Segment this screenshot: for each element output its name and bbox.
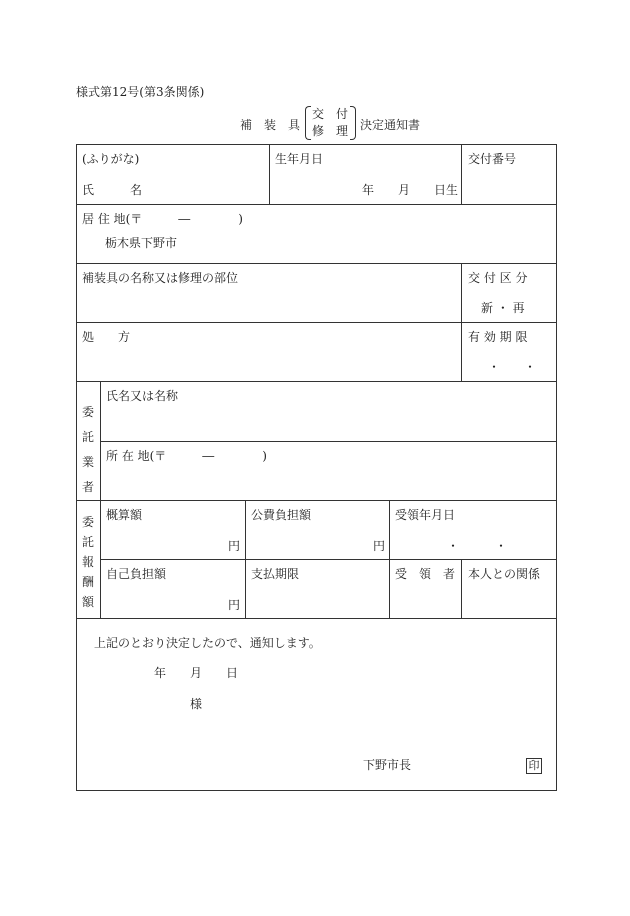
row-divider — [100, 559, 557, 560]
issuer: 下野市長 — [363, 758, 412, 772]
title-option-issue: 交 付 — [312, 107, 349, 121]
fee-side-label: 委託報酬額 — [81, 515, 94, 609]
address-label: 居 住 地(〒 ― ) — [82, 212, 243, 226]
column-divider — [461, 559, 462, 618]
recipient-label: 受 領 者 — [395, 567, 456, 581]
column-divider — [245, 500, 246, 618]
self-burden-label: 自己負担額 — [106, 567, 167, 581]
relation-label: 本人との関係 — [468, 567, 541, 581]
estimate-yen: 円 — [228, 539, 241, 553]
row-divider — [76, 618, 557, 619]
row-divider — [76, 322, 557, 323]
issue-number-label: 交付番号 — [468, 152, 517, 166]
seal-stamp: 印 — [526, 758, 542, 774]
column-divider — [461, 144, 462, 204]
public-burden-label: 公費負担額 — [251, 508, 312, 522]
received-date-format: ・ ・ — [447, 539, 508, 553]
column-divider — [461, 263, 462, 381]
payment-deadline-label: 支払期限 — [251, 567, 300, 581]
category-label: 交 付 区 分 — [468, 271, 528, 285]
title-suffix: 決定通知書 — [360, 118, 421, 132]
name-label: 氏 名 — [82, 183, 143, 197]
row-divider — [76, 204, 557, 205]
validity-label: 有 効 期 限 — [468, 330, 528, 344]
validity-format: ・ ・ — [488, 360, 537, 374]
notice-date: 年 月 日 — [154, 666, 239, 680]
contractor-name-label: 氏名又は名称 — [106, 389, 179, 403]
column-divider — [100, 381, 101, 618]
form-number: 様式第12号(第3条関係) — [76, 85, 205, 99]
row-divider — [100, 441, 557, 442]
self-burden-yen: 円 — [228, 598, 241, 612]
public-burden-yen: 円 — [373, 539, 386, 553]
title-prefix: 補 装 具 — [240, 118, 301, 132]
row-divider — [76, 500, 557, 501]
row-divider — [76, 381, 557, 382]
contractor-side-label: 委託業者 — [81, 405, 94, 494]
address-value: 栃木県下野市 — [105, 236, 178, 250]
row-divider — [76, 263, 557, 264]
title-right-brace — [350, 106, 356, 140]
prescription-label: 処 方 — [82, 330, 131, 344]
received-date-label: 受領年月日 — [395, 508, 456, 522]
furigana-label: (ふりがな) — [82, 152, 140, 166]
title-left-brace — [305, 106, 311, 140]
estimate-label: 概算額 — [106, 508, 143, 522]
notice-text: 上記のとおり決定したので、通知します。 — [94, 636, 321, 650]
birthdate-label: 生年月日 — [275, 152, 324, 166]
category-options: 新 ・ 再 — [481, 301, 525, 315]
honorific: 様 — [190, 697, 203, 711]
contractor-address-label: 所 在 地(〒 ― ) — [106, 449, 267, 463]
title-option-repair: 修 理 — [312, 124, 349, 138]
device-label: 補装具の名称又は修理の部位 — [82, 271, 239, 285]
birthdate-format: 年 月 日生 — [362, 183, 459, 197]
column-divider — [389, 500, 390, 618]
column-divider — [269, 144, 270, 204]
